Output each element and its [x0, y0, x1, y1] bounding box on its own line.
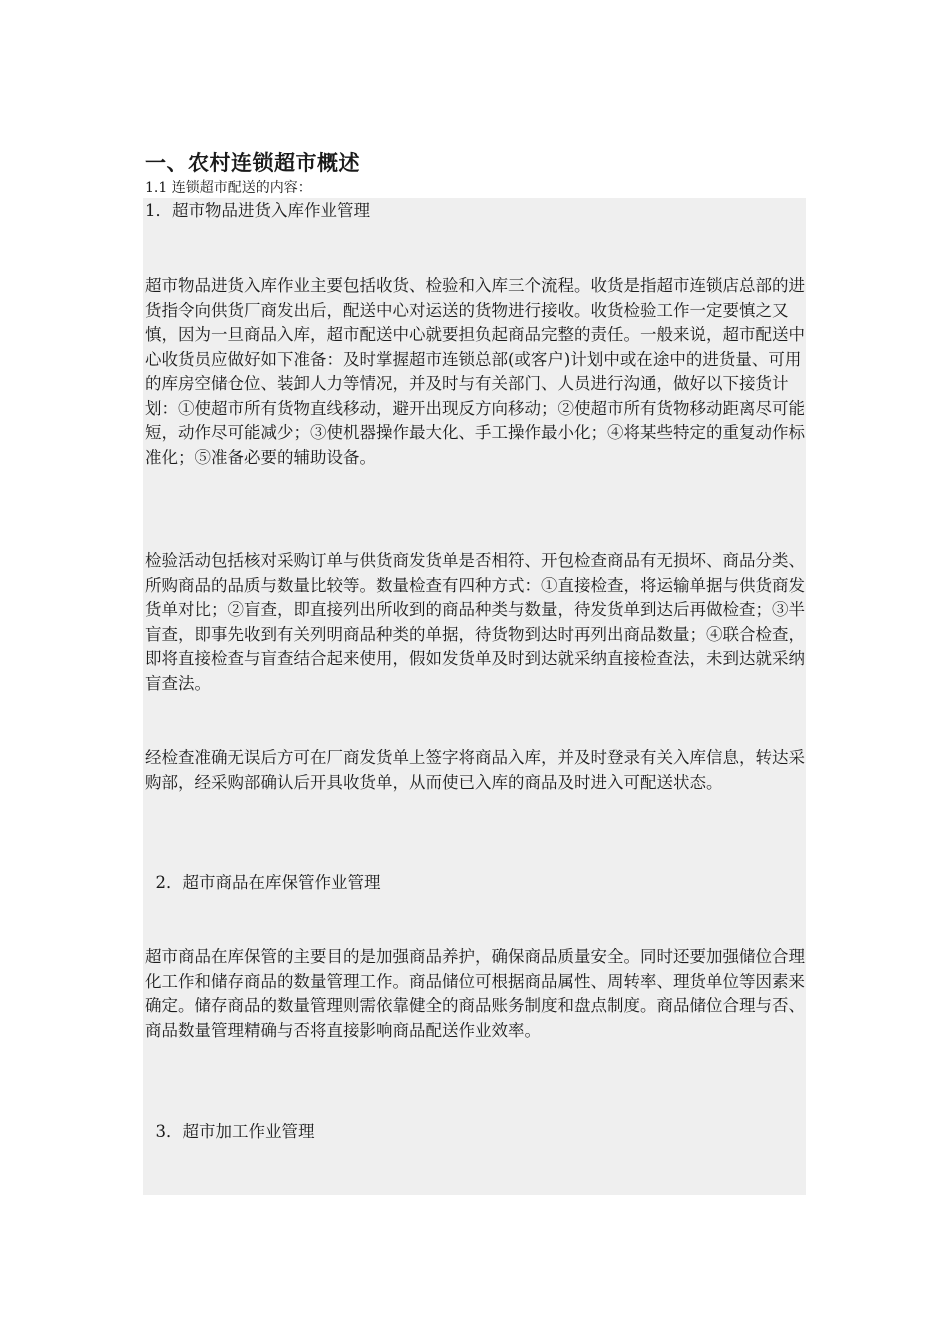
section-heading-1: 1．超市物品进货入库作业管理	[145, 201, 370, 220]
section-subtitle: 1.1 连锁超市配送的内容：	[145, 180, 312, 196]
paragraph-storage-entry: 经检查准确无误后方可在厂商发货单上签字将商品入库，并及时登录有关入库信息，转达采购部，经采购部确认后开具收货单，从而使已入库的商品及时进入可配送状态。	[145, 748, 805, 792]
page-title: 一、农村连锁超市概述	[145, 151, 360, 175]
section-heading-2: 2．超市商品在库保管作业管理	[145, 873, 381, 892]
section-heading-3: 3．超市加工作业管理	[145, 1122, 315, 1141]
paragraph-receiving: 超市物品进货入库作业主要包括收货、检验和入库三个流程。收货是指超市连锁店总部的进货指令向供货厂商发出后，配送中心对运送的货物进行接收。收货检验工作一定要慎之又慎，因为一旦商品入库，超市配送中心就要担负起商品完整的责任。一般来说，超市配送中心收货员应做好如下准备：及时掌握超市连锁总部(或客户)计划中或在途中的进货量、可用的库房空储仓位、装卸人力等情况，并及时与有关部门、人员进行沟通，做好以下接货计划：①使超市所有货物直线移动，避开出现反方向移动；②使超市所有货物移动距离尽可能短，动作尽可能减少；③使机器操作最大化、手工操作最小化；④将某些特定的重复动作标准化；⑤准备必要的辅助设备。	[145, 276, 805, 467]
paragraph-inspection: 检验活动包括核对采购订单与供货商发货单是否相符、开包检查商品有无损坏、商品分类、所购商品的品质与数量比较等。数量检查有四种方式：①直接检查，将运输单据与供货商发货单对比；②盲查，即直接列出所收到的商品种类与数量，待发货单到达后再做检查；③半盲查，即事先收到有关列明商品种类的单据，待货物到达时再列出商品数量；④联合检查，即将直接检查与盲查结合起来使用，假如发货单及时到达就采纳直接检查法，未到达就采纳盲查法。	[145, 551, 805, 693]
paragraph-storage-management: 超市商品在库保管的主要目的是加强商品养护，确保商品质量安全。同时还要加强储位合理化工作和储存商品的数量管理工作。商品储位可根据商品属性、周转率、理货单位等因素来确定。储存商品的数量管理则需依靠健全的商品账务制度和盘点制度。商品储位合理与否、商品数量管理精确与否将直接影响商品配送作业效率。	[145, 947, 805, 1040]
